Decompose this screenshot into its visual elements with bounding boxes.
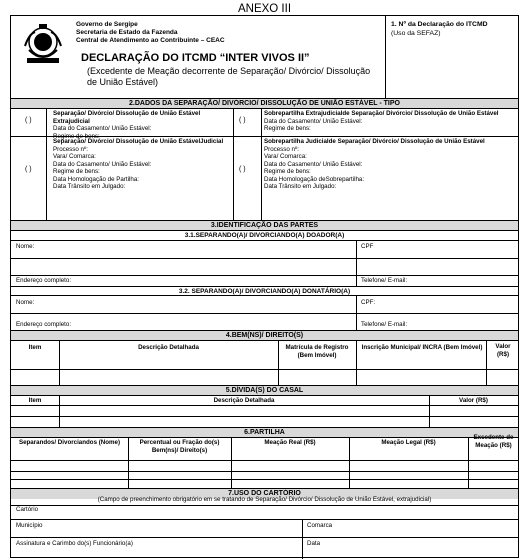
option-title: Separação/ Divórcio/ Dissolução de União Estável Extrajudicial bbox=[53, 110, 201, 125]
divider bbox=[11, 369, 518, 370]
checkbox-sobrepartilha-judicial[interactable]: ( ) bbox=[239, 166, 246, 173]
col-matricula: Matrícula de Registro (Bem Imóvel) bbox=[285, 344, 349, 359]
option-sobrepartilha-extrajudicial bbox=[264, 110, 516, 133]
decl-number-label: 1. Nº da Declaração do ITCMD bbox=[391, 21, 488, 28]
sergipe-crest-icon bbox=[19, 20, 67, 68]
divider bbox=[233, 109, 234, 136]
declaration-number-box[interactable] bbox=[391, 20, 488, 38]
divider bbox=[46, 136, 47, 221]
divider bbox=[356, 341, 357, 386]
form-header bbox=[11, 16, 518, 99]
document-title: DECLARAÇÃO DO ITCMD “INTER VIVOS II” bbox=[81, 52, 310, 64]
doador-endereco-field[interactable]: Endereço completo: bbox=[16, 277, 72, 284]
section6-title: 6.PARTILHA bbox=[11, 427, 518, 438]
option-field[interactable]: Vara/ Comarca: bbox=[53, 153, 96, 160]
org-line: Governo de Sergipe bbox=[76, 21, 138, 28]
divider bbox=[11, 405, 518, 406]
divider bbox=[11, 313, 518, 314]
option-judicial bbox=[53, 138, 231, 191]
municipio-field[interactable]: Município bbox=[16, 522, 43, 529]
partilha-col-meacao-real: Meação Real (R$) bbox=[264, 439, 316, 446]
form-frame bbox=[10, 15, 519, 558]
checkbox-extrajudicial[interactable]: ( ) bbox=[25, 117, 32, 124]
section4-title: 4.BEM(NS)/ DIREITO(S) bbox=[11, 330, 518, 341]
divider bbox=[261, 136, 262, 221]
divider bbox=[11, 537, 518, 538]
doador-telefone-field[interactable]: Telefone/ E-mail: bbox=[361, 277, 408, 284]
divider bbox=[11, 460, 518, 461]
partilha-col-percentual: Percentual ou Fração do(s) Bem(ns)/ Direito(s) bbox=[139, 439, 220, 454]
divider bbox=[11, 275, 518, 276]
option-field[interactable]: Data Homologação de Partilha: bbox=[53, 175, 139, 183]
option-field[interactable]: Data Trânsito em Julgado: bbox=[264, 183, 337, 190]
option-title: Sobrepartilha Judicialde Separação/ Divórcio/ Dissolução de União Estável bbox=[264, 138, 485, 145]
donatario-endereco-field[interactable]: Endereço completo: bbox=[16, 321, 72, 328]
option-field[interactable]: Data do Casamento/ União Estável: bbox=[53, 125, 152, 132]
option-field[interactable]: Regime de bens: bbox=[53, 132, 100, 140]
debt-col-descricao: Descrição Detalhada bbox=[213, 397, 275, 404]
decl-number-note: (Uso da SEFAZ) bbox=[391, 30, 441, 37]
divider bbox=[11, 416, 518, 417]
divider bbox=[468, 438, 469, 488]
divider bbox=[302, 519, 303, 559]
divider bbox=[233, 136, 234, 221]
section3-1-title: 3.1.SEPARANDO(A)/ DIVORCIANDO(A) DOADOR(A) bbox=[11, 231, 518, 241]
option-field[interactable]: Regime de bens: bbox=[53, 168, 100, 175]
col-inscricao: Inscrição Municipal/ INCRA (Bem Imóvel) bbox=[361, 344, 483, 351]
data-field[interactable]: Data bbox=[307, 540, 321, 547]
option-field[interactable]: Data do Casamento/ União Estável: bbox=[264, 160, 363, 168]
option-field[interactable]: Data do Casamento/ União Estável: bbox=[53, 160, 152, 168]
donatario-telefone-field[interactable]: Telefone/ E-mail: bbox=[361, 321, 408, 328]
comarca-field[interactable]: Comarca bbox=[307, 522, 333, 529]
divider bbox=[231, 438, 232, 488]
document-subtitle: (Excedente de Meação decorrente de Separação/ Divórcio/ Dissolução de União Estável) bbox=[87, 66, 371, 87]
divider bbox=[486, 341, 487, 386]
annex-title: ANEXO III bbox=[237, 3, 292, 15]
divider bbox=[11, 519, 518, 520]
partilha-col-excedente: Excedente de Meação (R$) bbox=[473, 434, 514, 449]
option-field[interactable]: Processo nº: bbox=[264, 145, 299, 153]
checkbox-judicial[interactable]: ( ) bbox=[25, 166, 32, 173]
option-field[interactable]: Data do Casamento/ União Estável: bbox=[264, 117, 363, 125]
partilha-col-meacao-legal: Meação Legal (R$) bbox=[381, 439, 436, 446]
option-field[interactable]: Regime de bens: bbox=[264, 168, 311, 175]
donatario-cpf-field[interactable]: CPF: bbox=[361, 299, 376, 306]
doador-nome-field[interactable]: Nome: bbox=[16, 243, 35, 250]
option-field[interactable]: Regime de bens: bbox=[264, 125, 311, 132]
org-block bbox=[76, 21, 225, 45]
option-field[interactable]: Data Trânsito em Julgado: bbox=[53, 183, 126, 190]
option-sobrepartilha-judicial bbox=[264, 138, 516, 191]
section7-title: 7.USO DO CARTÓRIO bbox=[11, 488, 518, 499]
assinatura-field[interactable]: Assinatura e Carimbo do(s) Funcionário(a) bbox=[16, 540, 133, 547]
debt-col-item: Item bbox=[28, 397, 42, 404]
col-descricao: Descrição Detalhada bbox=[138, 344, 199, 351]
option-title: Separação/ Divórcio/ Dissolução de União EstávelJudicial bbox=[53, 138, 224, 145]
section2-title: 2.DADOS DA SEPARAÇÃO/ DIVÓRCIO/ DISSOLUÇÃO DE UNIÃO ESTÁVEL - TIPO bbox=[11, 98, 518, 109]
option-field[interactable]: Vara/ Comarca: bbox=[264, 153, 307, 160]
divider bbox=[11, 136, 518, 137]
divider bbox=[11, 505, 518, 506]
section3-2-title: 3.2. SEPARANDO(A)/ DIVORCIANDO(A) DONATÁRIO(A) bbox=[11, 286, 518, 296]
divider bbox=[356, 241, 357, 287]
debt-col-valor: Valor (R$) bbox=[459, 397, 488, 404]
org-line: Secretaria de Estado da Fazenda bbox=[76, 29, 178, 36]
checkbox-sobrepartilha-extrajudicial[interactable]: ( ) bbox=[239, 117, 246, 124]
option-field[interactable]: Data Homologação deSobrepartilha: bbox=[264, 175, 365, 183]
divider bbox=[261, 109, 262, 136]
divider bbox=[11, 471, 518, 472]
donatario-nome-field[interactable]: Nome: bbox=[16, 299, 35, 306]
section7-note: (Campo de preenchimento obrigatório em se tratando de Separação/ Divórcio/ Dissolução de União Estável, extrajudicial) bbox=[97, 496, 432, 503]
divider bbox=[46, 109, 47, 136]
cartorio-field[interactable]: Cartório bbox=[16, 506, 39, 513]
doador-cpf-field[interactable]: CPF bbox=[361, 243, 374, 250]
divider bbox=[128, 438, 129, 488]
divider bbox=[11, 479, 518, 480]
option-field[interactable]: Processo nº: bbox=[53, 145, 88, 153]
col-item: Item bbox=[28, 344, 42, 351]
divider bbox=[349, 438, 350, 488]
section3-title: 3.IDENTIFICAÇÃO DAS PARTES bbox=[11, 220, 518, 231]
section5-title: 5.DÍVIDA(S) DO CASAL bbox=[11, 385, 518, 396]
option-title: Sobrepartilha Extrajudicialde Separação/ Divórcio/ Dissolução de União Estável bbox=[264, 110, 499, 117]
divider bbox=[278, 341, 279, 386]
partilha-col-nome: Separandos/ Divorciandos (Nome) bbox=[18, 439, 121, 446]
org-line: Central de Atendimento ao Contribuinte – CEAC bbox=[76, 37, 225, 44]
col-valor: Valor (R$) bbox=[495, 343, 511, 358]
divider bbox=[11, 258, 518, 259]
header-left bbox=[11, 16, 386, 99]
